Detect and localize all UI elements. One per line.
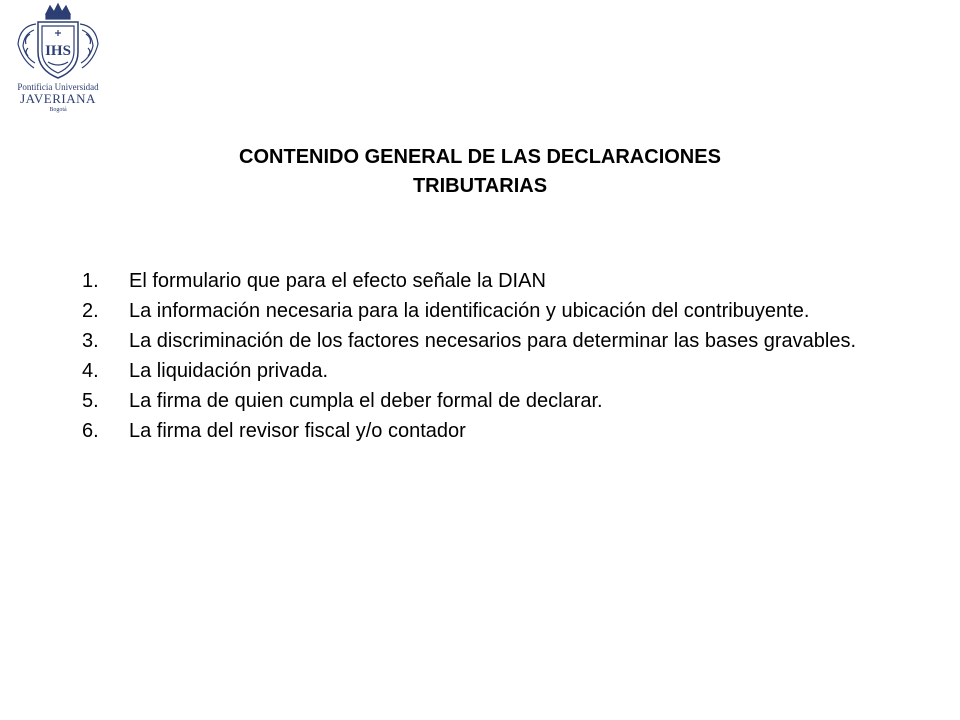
list-item [82,386,878,416]
slide-title-line-2: TRIBUTARIAS [412,175,548,197]
list-item [82,296,878,326]
list-item-text: La discriminación de los factores necesarios para determinar las bases gravables. [129,330,857,352]
logo-emblem-text: IHS [45,43,71,59]
list-item-text: La información necesaria para la identificación y ubicación del contribuyente. [129,300,810,322]
list-item [82,266,878,296]
university-logo [8,0,108,122]
slide-title [120,143,840,201]
coat-of-arms-icon [8,0,108,84]
logo-line-2: JAVERIANA [20,91,96,106]
list-item-text: El formulario que para el efecto señale la DIAN [129,270,546,292]
list-item-number: 2. [82,300,99,322]
list-item [82,356,878,386]
numbered-list [82,266,878,446]
list-item-text: La firma de quien cumpla el deber formal de declarar. [129,390,603,412]
list-item [82,416,878,446]
slide-title-line-1: CONTENIDO GENERAL DE LAS DECLARACIONES [239,146,721,168]
logo-line-1: Pontificia Universidad [17,82,99,92]
list-item-text: La liquidación privada. [129,360,329,382]
list-item-number: 5. [82,390,99,412]
list-item [82,326,878,356]
logo-line-3: Bogotá [49,107,67,113]
list-item-number: 4. [82,360,99,382]
list-item-number: 6. [82,420,99,442]
list-item-number: 1. [82,270,99,292]
list-item-number: 3. [82,330,99,352]
list-item-text: La firma del revisor fiscal y/o contador [129,420,466,442]
